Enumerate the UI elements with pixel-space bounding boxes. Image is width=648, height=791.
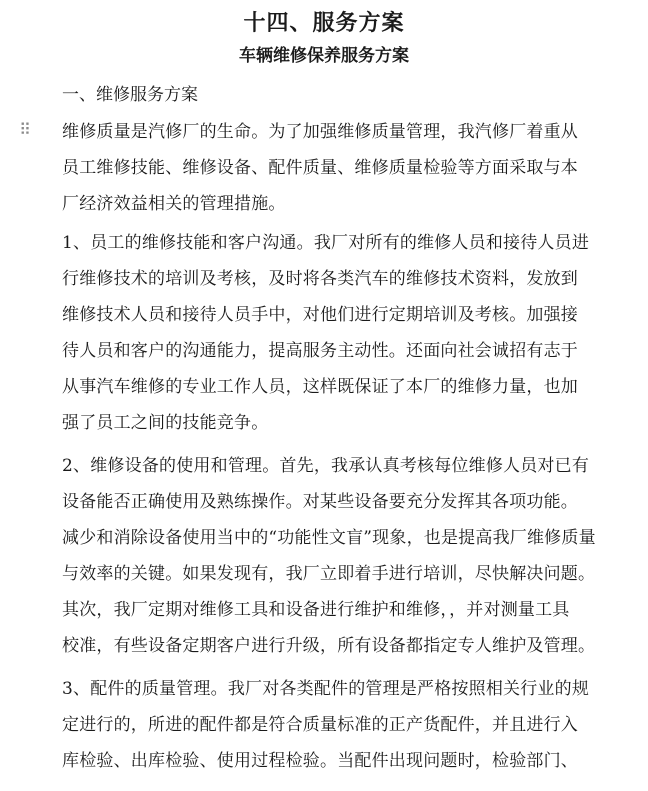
text-line: 厂经济效益相关的管理措施。: [62, 194, 286, 214]
text-line: 员工维修技能、维修设备、配件质量、维修质量检验等方面采取与本: [62, 158, 578, 178]
text-line: 1、员工的维修技能和客户沟通。我厂对所有的维修人员和接待人员进: [62, 233, 590, 253]
text-line: 强了员工之间的技能竞争。: [62, 413, 269, 433]
section-heading: 一、维修服务方案: [62, 85, 198, 105]
paragraph-staff-skills: [62, 225, 622, 441]
text-line: 定进行的，所进的配件都是符合质量标准的正产货配件，并且进行入: [62, 715, 578, 735]
page-subtitle: 车辆维修保养服务方案: [239, 46, 409, 66]
text-line: 其次，我厂定期对维修工具和设备进行维护和维修，，并对测量工具: [62, 600, 570, 620]
paragraph-quality-intro: [62, 114, 622, 222]
text-line: 3、配件的质量管理。我厂对各类配件的管理是严格按照相关行业的规: [62, 679, 590, 699]
text-line: 从事汽车维修的专业工作人员，这样既保证了本厂的维修力量，也加: [62, 377, 578, 397]
text-line: 行维修技术的培训及考核，及时将各类汽车的维修技术资料，发放到: [62, 269, 578, 289]
text-line: 2、维修设备的使用和管理。首先，我承认真考核每位维修人员对已有: [62, 456, 590, 476]
text-line: 减少和消除设备使用当中的“功能性文盲”现象，也是提高我厂维修质量: [62, 528, 596, 548]
drag-handle-icon[interactable]: ⠿: [19, 120, 31, 139]
paragraph-parts-quality: [62, 671, 622, 779]
text-line: 维修技术人员和接待人员手中，对他们进行定期培训及考核。加强接: [62, 305, 578, 325]
text-line: 待人员和客户的沟通能力，提高服务主动性。还面向社会诚招有志于: [62, 341, 578, 361]
text-line: 维修质量是汽修厂的生命。为了加强维修质量管理，我汽修厂着重从: [62, 122, 578, 142]
text-line: 库检验、出库检验、使用过程检验。当配件出现问题时，检验部门、: [62, 751, 578, 771]
paragraph-equipment: [62, 448, 622, 664]
page-title: 十四、服务方案: [243, 10, 405, 36]
text-line: 校准，有些设备定期客户进行升级，所有设备都指定专人维护及管理。: [62, 636, 596, 656]
text-line: 设备能否正确使用及熟练操作。对某些设备要充分发挥其各项功能。: [62, 492, 578, 512]
text-line: 与效率的关键。如果发现有，我厂立即着手进行培训，尽快解决问题。: [62, 564, 596, 584]
